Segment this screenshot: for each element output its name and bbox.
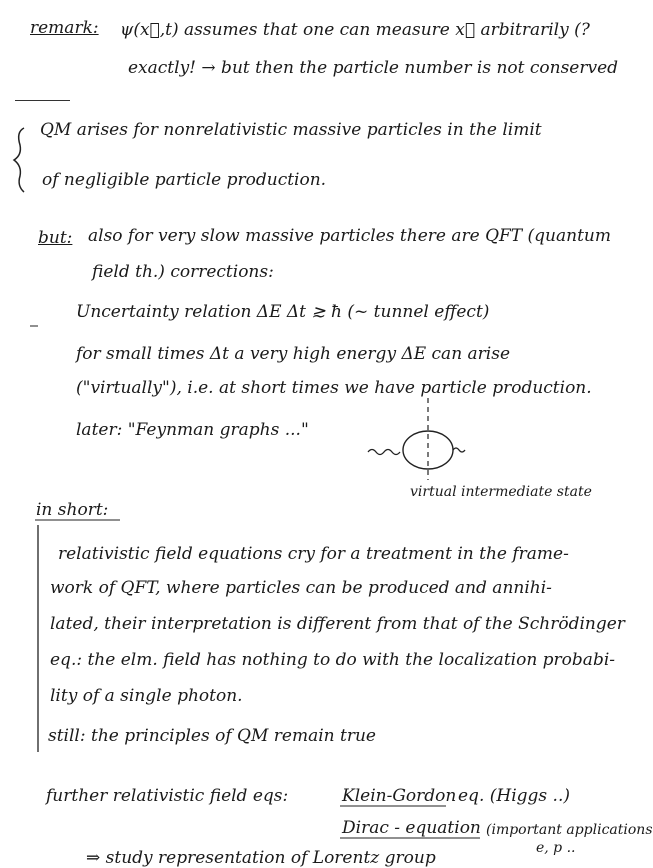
in-short-line-2: work of QFT, where particles can be produced and annihi-: [50, 578, 552, 598]
but-line-1: also for very slow massive particles there are QFT (quantum: [88, 226, 611, 246]
qm-limit-line-1: QM arises for nonrelativistic massive particles in the limit: [40, 120, 542, 140]
feynman-wavy-right: [453, 448, 465, 452]
but-line-2: field th.) corrections:: [92, 262, 274, 282]
in-short-line-6: still: the principles of QM remain true: [48, 726, 376, 746]
left-brace-icon: [14, 128, 24, 192]
remark-label: remark:: [30, 18, 99, 38]
remark-line-2: exactly! → but then the particle number is not conserved: [128, 58, 619, 78]
but-line-4: for small times Δt a very high energy ΔE can arise: [76, 344, 511, 364]
lorentz-group-line: ⇒ study representation of Lorentz group: [86, 848, 436, 868]
in-short-line-3: lated, their interpretation is different from that of the Schrödinger: [50, 614, 625, 634]
klein-gordon: Klein-Gordon: [342, 786, 457, 806]
but-line-5: ("virtually"), i.e. at short times we have particle production.: [76, 378, 592, 398]
but-label: but:: [38, 228, 73, 248]
feynman-wavy-left: [368, 450, 400, 455]
in-short-line-4: eq.: the elm. field has nothing to do with the localization probabi-: [50, 650, 616, 670]
virtual-state-label: virtual intermediate state: [410, 484, 592, 500]
in-short-line-5: lity of a single photon.: [50, 686, 243, 706]
feynman-graphs-note: later: "Feynman graphs ...": [76, 420, 309, 440]
dirac-rest: (important applications: [486, 822, 653, 838]
in-short-line-1: relativistic field equations cry for a treatment in the frame-: [58, 544, 569, 564]
uncertainty-relation: Uncertainty relation ΔE Δt ≳ ħ (~ tunnel effect): [76, 302, 490, 322]
remark-line-1: ψ(x⃗,t) assumes that one can measure x⃗ arbitrarily (?: [120, 20, 590, 40]
dirac-equation: Dirac - equation: [342, 818, 481, 838]
qm-limit-line-2: of negligible particle production.: [42, 170, 327, 190]
klein-gordon-rest: eq. (Higgs ..): [458, 786, 570, 806]
in-short-label: in short:: [36, 500, 109, 520]
dirac-ep: e, p ..: [536, 840, 576, 856]
further-label: further relativistic field eqs:: [46, 786, 289, 806]
